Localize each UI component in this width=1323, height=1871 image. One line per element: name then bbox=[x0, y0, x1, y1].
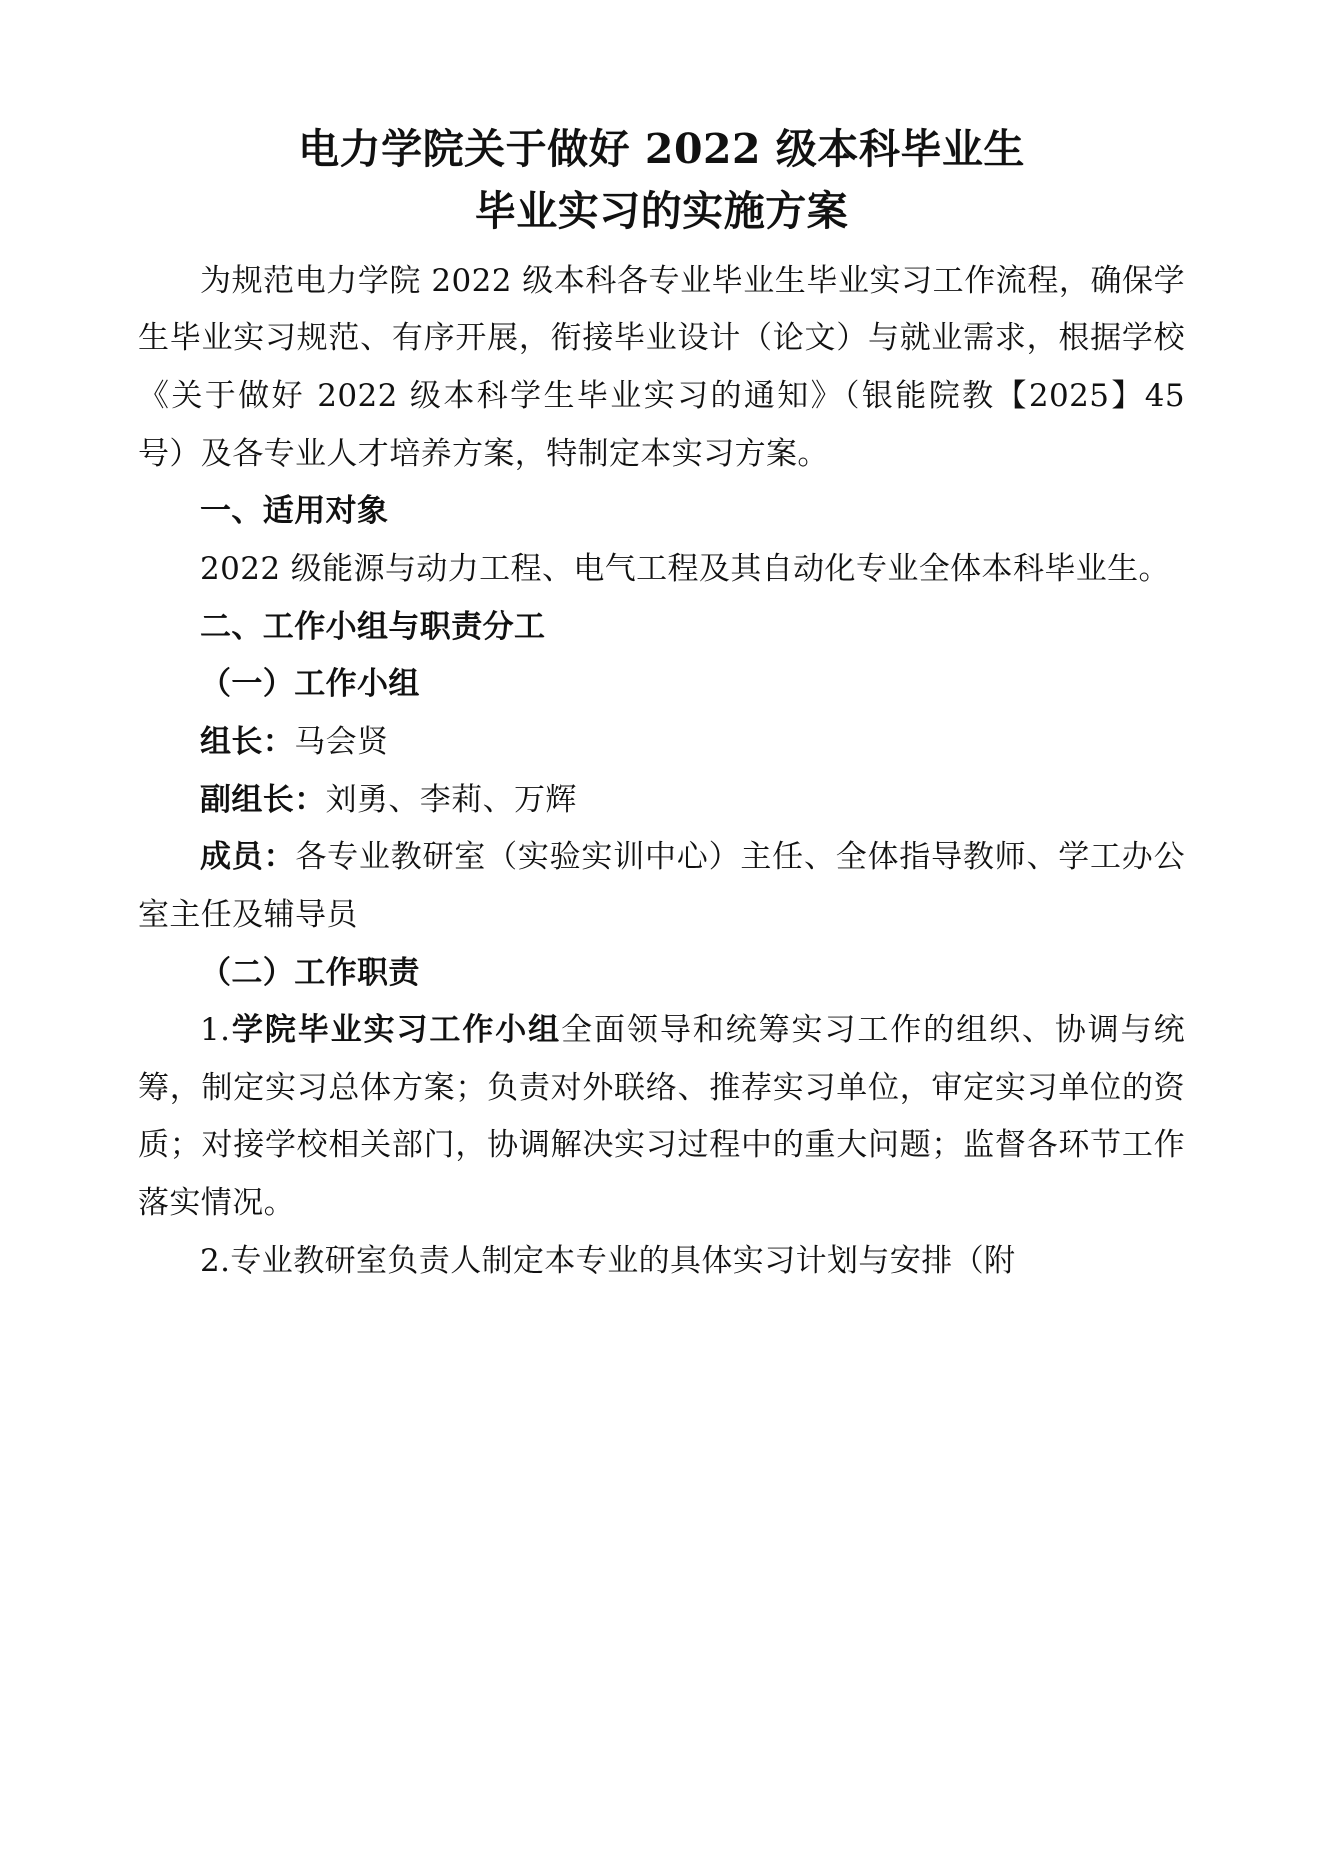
work-group-leader-value: 马会贤 bbox=[294, 723, 389, 760]
doc-title-line-1: 电力学院关于做好 2022 级本科毕业生 bbox=[298, 125, 1025, 173]
work-group-leader bbox=[138, 714, 1185, 772]
duty-item-2-number: 2. bbox=[200, 1242, 231, 1279]
page-title bbox=[138, 118, 1185, 243]
doc-title-line-2: 毕业实习的实施方案 bbox=[474, 187, 849, 236]
work-group-leader-label: 组长： bbox=[200, 723, 295, 760]
duty-item-1-text: 全面领导和统筹实习工作的组织、协调与统筹，制定实习总体方案；负责对外联络、推荐实习单位，审定实习单位的资质；对接学校相关部门，协调解决实习过程中的重大问题；监督各环节工作落实情况。 bbox=[138, 1012, 1186, 1222]
section-two-sub-one-heading: （一）工作小组 bbox=[200, 666, 420, 703]
work-group-members-value: 各专业教研室（实验实训中心）主任、全体指导教师、学工办公室主任及辅导员 bbox=[138, 839, 1185, 933]
duty-item-1-lead: 学院毕业实习工作小组 bbox=[230, 1012, 562, 1049]
work-group-members-label: 成员： bbox=[200, 839, 296, 876]
section-one-heading: 一、适用对象 bbox=[200, 493, 389, 530]
section-two-sub-two-heading: （二）工作职责 bbox=[200, 954, 420, 991]
work-group-deputy-value: 刘勇、李莉、万辉 bbox=[325, 781, 577, 818]
work-group-members bbox=[138, 829, 1185, 944]
doc-title bbox=[138, 118, 1185, 243]
section-two-heading: 二、工作小组与职责分工 bbox=[200, 608, 546, 645]
duty-item-2-text: 专业教研室负责人制定本专业的具体实习计划与安排（附 bbox=[230, 1242, 1016, 1279]
duty-item-1-number: 1. bbox=[200, 1012, 231, 1049]
work-group-deputy-label: 副组长： bbox=[200, 781, 326, 818]
intro-paragraph: 为规范电力学院 2022 级本科各专业毕业生毕业实习工作流程，确保学生毕业实习规范、有序开展，衔接毕业设计（论文）与就业需求，根据学校《关于做好 2022 级本科学生毕业实习的通知》（银能院教【2025】45 号）及各专业人才培养方案，特制定本实习方案。 bbox=[138, 262, 1185, 472]
work-group-deputy bbox=[138, 772, 1185, 830]
duty-item-2 bbox=[138, 1233, 1185, 1291]
duty-item-1 bbox=[138, 1002, 1185, 1233]
section-one-paragraph: 2022 级能源与动力工程、电气工程及其自动化专业全体本科毕业生。 bbox=[200, 550, 1170, 587]
